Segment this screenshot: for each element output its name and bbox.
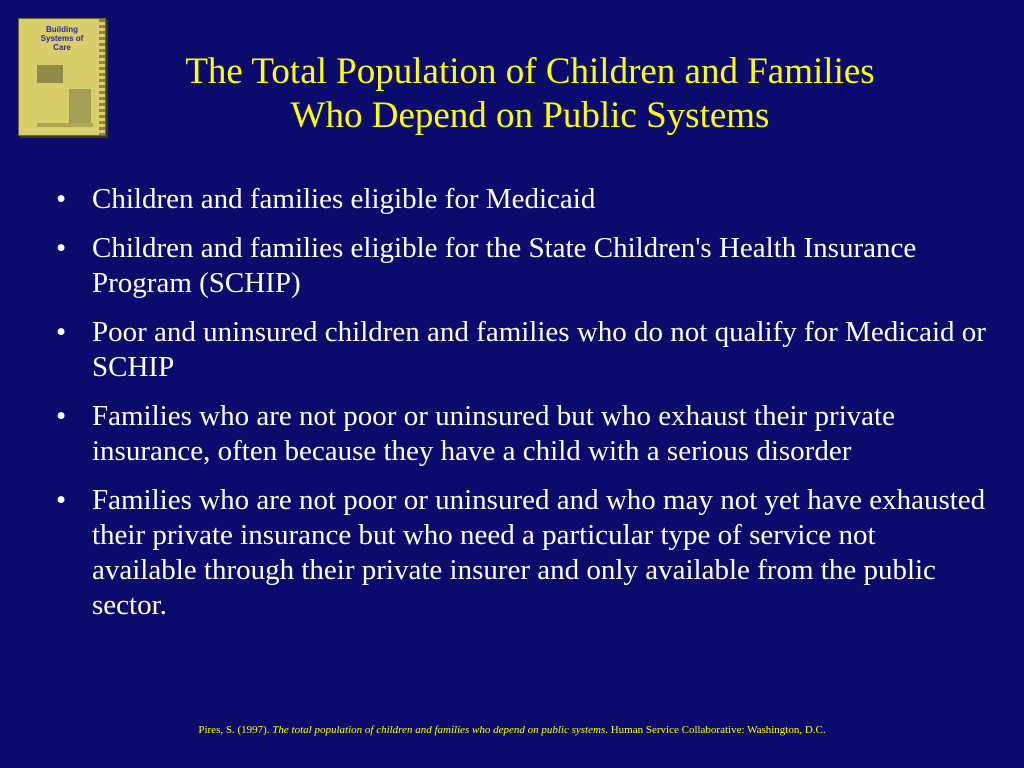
bullet-item bbox=[56, 483, 986, 623]
bullet-list bbox=[56, 182, 986, 637]
bullet-marker: • bbox=[56, 400, 67, 432]
slide-title bbox=[100, 50, 960, 138]
book-cover-graphic bbox=[37, 123, 93, 127]
bullet-text: Families who are not poor or uninsured but who exhaust their private insurance, often because they have a child with a serious disorder bbox=[92, 400, 895, 467]
slide-title-line-2: Who Depend on Public Systems bbox=[290, 95, 770, 136]
book-cover-image bbox=[18, 18, 106, 136]
bullet-marker: • bbox=[56, 232, 67, 264]
bullet-marker: • bbox=[56, 183, 67, 215]
bullet-marker: • bbox=[56, 316, 67, 348]
bullet-text: Poor and uninsured children and families who do not qualify for Medicaid or SCHIP bbox=[92, 316, 986, 383]
bullet-text: Families who are not poor or uninsured and who may not yet have exhausted their private insurance but who need a particular type of service not available through their private insurer and only available from the public sector. bbox=[92, 484, 986, 621]
bullet-marker: • bbox=[56, 484, 67, 516]
book-cover-graphic bbox=[37, 65, 63, 83]
bullet-item bbox=[56, 399, 986, 469]
bullet-item bbox=[56, 182, 986, 217]
citation-author: Pires, S. (1997). bbox=[198, 724, 270, 736]
book-cover-graphic bbox=[69, 89, 91, 123]
citation-publisher: . Human Service Collaborative: Washington, D.C. bbox=[605, 724, 826, 736]
bullet-text: Children and families eligible for the State Children's Health Insurance Program (SCHIP) bbox=[92, 232, 917, 299]
bullet-item bbox=[56, 231, 986, 301]
citation-work: The total population of children and families who depend on public systems bbox=[272, 724, 606, 736]
bullet-item bbox=[56, 315, 986, 385]
book-cover-title: Building Systems of Care bbox=[40, 25, 84, 52]
slide-title-line-1: The Total Population of Children and Families bbox=[185, 51, 875, 92]
bullet-text: Children and families eligible for Medicaid bbox=[92, 183, 596, 215]
citation bbox=[0, 724, 1024, 736]
